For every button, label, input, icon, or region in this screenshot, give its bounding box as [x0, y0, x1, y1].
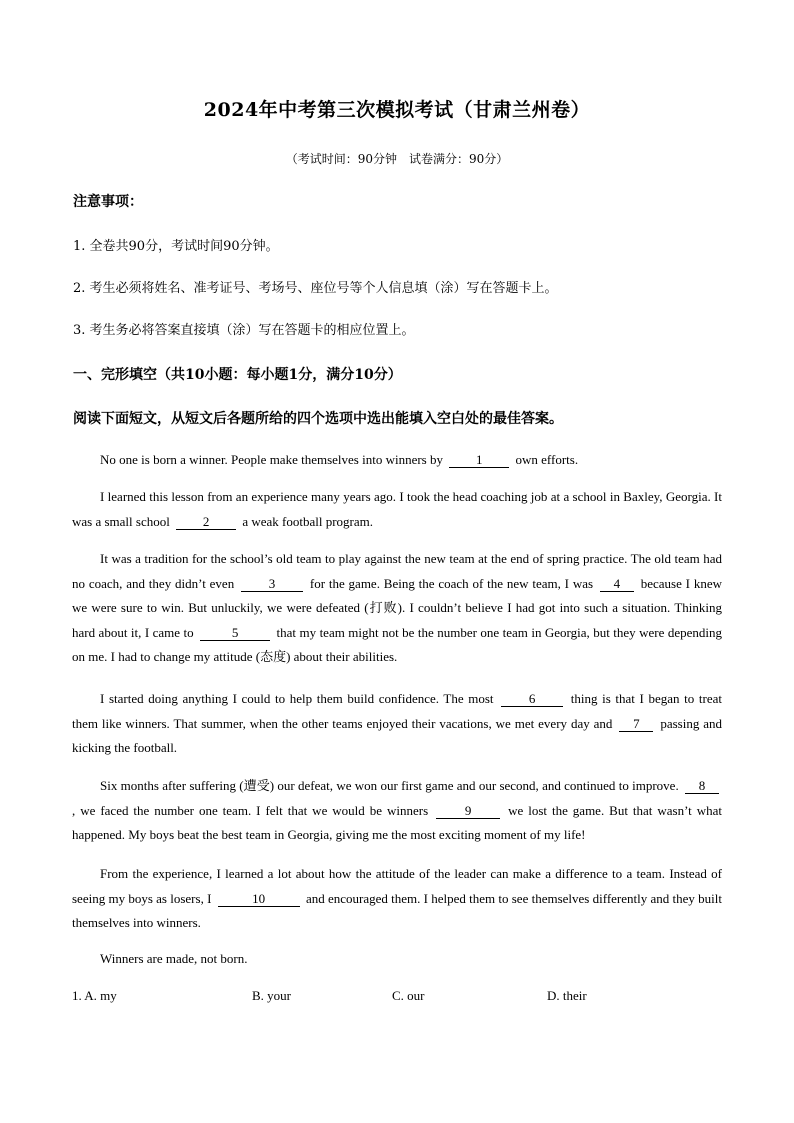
- notice-item: 2. 考生必须将姓名、准考证号、考场号、座位号等个人信息填（涂）写在答题卡上。: [73, 281, 558, 296]
- passage-text: for the game. Being the coach of the new team, I was: [309, 575, 594, 591]
- option-d: D. their: [547, 988, 587, 1003]
- passage-paragraph: [72, 862, 722, 936]
- page-title: 2024年中考第三次模拟考试（甘肃兰州卷）: [203, 99, 591, 121]
- passage-paragraph: [72, 448, 722, 473]
- passage-paragraph: [72, 774, 722, 848]
- notice-heading: 注意事项：: [73, 194, 143, 210]
- exam-time-info: （考试时间：90分钟 试卷满分：90分）: [285, 152, 509, 166]
- option-b: B. your: [252, 988, 291, 1003]
- answer-blank: 1: [449, 453, 509, 468]
- answer-blank: 4: [600, 577, 634, 592]
- answer-blank: 7: [619, 717, 653, 732]
- answer-blank: 10: [218, 892, 300, 907]
- passage-text: because I knew we were sure to win. But unluckily, we were defeated (打败). I couldn’t believe I had got into such a situation. Thinking hard about it, I came to: [72, 575, 722, 640]
- answer-blank: 6: [501, 692, 563, 707]
- passage-paragraph: [72, 485, 722, 534]
- passage-paragraph: [72, 687, 722, 761]
- answer-blank: 9: [436, 804, 500, 819]
- passage-text: Six months after suffering (遭受) our defeat, we won our first game and our second, and continued to improve.: [100, 778, 679, 793]
- passage-text: I learned this lesson from an experience many years ago. I took the head coaching job at a school in Baxley, Georgia. It was a small school: [72, 489, 722, 529]
- passage-text: I started doing anything I could to help them build confidence. The most: [100, 691, 494, 706]
- passage-text: a weak football program.: [242, 513, 374, 529]
- passage-text: thing is that I began to treat them like winners. That summer, when the other teams enjoyed their vacations, we met every day and: [72, 691, 722, 731]
- passage-paragraph: [72, 547, 722, 670]
- passage-text: From the experience, I learned a lot about how the attitude of the leader can make a difference to a team. Instead of seeing my boys as losers, I: [72, 866, 722, 906]
- passage-text: own efforts.: [515, 452, 579, 467]
- passage-text: Winners are made, not born.: [100, 951, 248, 966]
- passage-text: No one is born a winner. People make themselves into winners by: [100, 452, 443, 467]
- option-c: C. our: [392, 988, 425, 1003]
- passage-text: we lost the game. But that wasn’t what happened. My boys beat the best team in Georgia, giving me the most exciting moment of my life!: [72, 802, 723, 842]
- section-instruction: 阅读下面短文，从短文后各题所给的四个选项中选出能填入空白处的最佳答案。: [73, 411, 563, 427]
- answer-blank: 3: [241, 577, 303, 592]
- section-heading: 一、完形填空（共10小题：每小题1分，满分10分）: [73, 367, 402, 383]
- notice-item: 3. 考生务必将答案直接填（涂）写在答题卡的相应位置上。: [73, 323, 415, 338]
- passage-text: It was a tradition for the school’s old team to play against the new team at the end of spring practice. The old team had no coach, and they didn’t even: [72, 551, 722, 591]
- passage-text: and encouraged them. I helped them to see themselves differently and they built themselves into winners.: [72, 890, 723, 930]
- option-a: 1. A. my: [72, 988, 117, 1003]
- answer-blank: 2: [176, 515, 236, 530]
- answer-blank: 5: [200, 626, 270, 641]
- passage-paragraph: [72, 947, 722, 972]
- question-options: [72, 988, 722, 1008]
- passage-text: that my team might not be the number one team in Georgia, but they were depending on me. I had to change my attitude (态度) about their abilities.: [72, 624, 723, 664]
- passage-text: passing and kicking the football.: [72, 715, 723, 755]
- passage-text: , we faced the number one team. I felt that we would be winners: [72, 802, 429, 818]
- answer-blank: 8: [685, 779, 719, 794]
- notice-item: 1. 全卷共90分，考试时间90分钟。: [73, 239, 279, 254]
